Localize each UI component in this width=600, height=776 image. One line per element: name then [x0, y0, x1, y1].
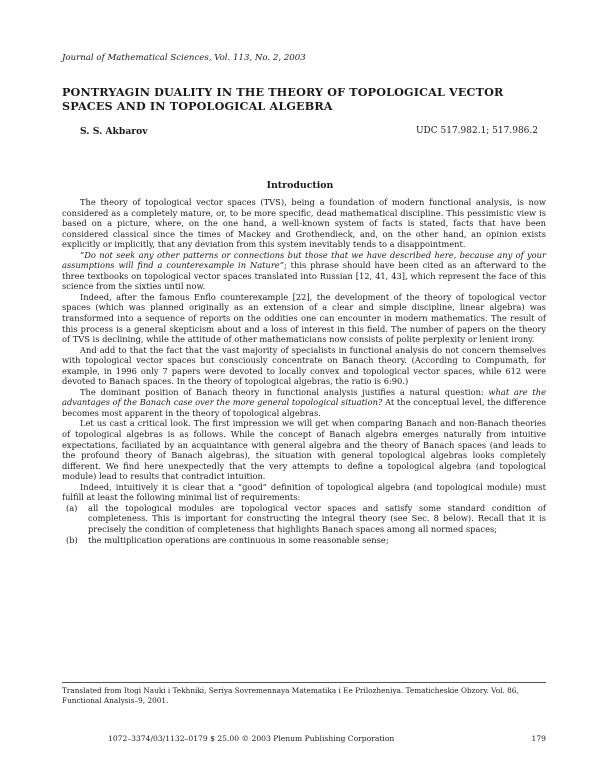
- dominant-lead: The dominant position of Banach theory in functional analysis justifies a natural question:: [80, 386, 489, 397]
- body-text: [62, 197, 546, 545]
- copyright-code: 1072–3374/03/1132–0179 $ 25.00 © 2003 Plenum Publishing Corporation: [108, 734, 395, 743]
- paragraph-1: The theory of topological vector spaces (TVS), being a foundation of modern functional analysis, is now considered as a completely mature, or, to be more specific, dead mathematical discipline. This pessimistic view is based on a picture, where, on the one hand, a well-known system of facts is stated, facts that have been considered classical since the times of Mackey and Grothendieck, and, on the other hand, an opinion exists explicitly or implicitly, that any deviation from this system inevitably tends to a disappointment.: [62, 197, 546, 250]
- footnote-divider: [62, 682, 546, 683]
- list-text: the multiplication operations are continuous in some reasonable sense;: [88, 534, 389, 545]
- paragraph-quote: [62, 250, 546, 292]
- paper-title: PONTRYAGIN DUALITY IN THE THEORY OF TOPOLOGICAL VECTOR SPACES AND IN TOPOLOGICAL ALGEBRA: [62, 85, 504, 113]
- requirements-list: [62, 503, 546, 545]
- dominant-rest: At the conceptual level, the difference becomes most apparent in the theory of topological algebras.: [62, 397, 546, 418]
- list-label: (b): [66, 534, 78, 545]
- paragraph-5: Indeed, intuitively it is clear that a “good” definition of topological algebra (and topological module) must fulfill at least the following minimal list of requirements:: [62, 481, 546, 503]
- paragraph-2: Indeed, after the famous Enflo counterexample [22], the development of the theory of topological vector spaces (which was planned originally as an extension of a clear and simple discipline, linear algebra) was transformed into a sequence of reports on the oddities one can encounter in modern mathematics. The result of this process is a general skepticism about and a loss of interest in this field. The number of papers on the theory of TVS is declining, while the attitude of other mathematicians now consists of polite perplexity or lenient irony.: [62, 291, 546, 345]
- list-text: all the topological modules are topological vector spaces and satisfy some standard condition of completeness. This is important for constructing the integral theory (see Sec. 8 below). Recall that it is precisely the condition of completeness that highlights Banach spaces among all normed spaces;: [88, 502, 546, 534]
- author-name: S. S. Akbarov: [80, 126, 148, 137]
- udc-code: UDC 517.982.1; 517.986.2: [415, 126, 538, 136]
- dominant-italic: what are the advantages of the Banach case over the more general topological situation?: [62, 386, 546, 408]
- translation-footnote: Translated from Itogi Nauki i Tekhniki, Seriya Sovremennaya Matematika i Ee Prilozheniya. Tematicheskie Obzory. Vol. 86, Functional Analysis–9, 2001.: [62, 686, 519, 705]
- list-item: [62, 503, 546, 535]
- page-number: 179: [531, 734, 546, 743]
- journal-citation: Journal of Mathematical Sciences, Vol. 113, No. 2, 2003: [62, 53, 306, 63]
- section-heading: Introduction: [266, 180, 334, 191]
- list-item: [62, 535, 546, 546]
- paragraph-4: Let us cast a critical look. The first impression we will get when comparing Banach and non-Banach theories of topological algebras is as follows. While the concept of Banach algebra emerges naturally from intuitive expectations, faciliated by an acquaintance with general algebra and the theory of Banach spaces (and leads to the profound theory of Banach algebras), the situation with general topological algebras looks completely different. We find here unexpectedly that the very attempts to define a topological algebra (and topological module) lead to results that contradict intuition.: [62, 418, 546, 482]
- quote-italic: “Do not seek any other patterns or connections but those that we have described here, because any of your assumptions will find a counterexample in Nature”: [62, 249, 546, 271]
- paragraph-dominant: [62, 387, 546, 419]
- quote-rest: ; this phrase should have been cited as an afterward to the three textbooks on topological vector spaces translated into Russian [12, 41, 43], which represent the face of this science from the sixties until now.: [62, 260, 546, 292]
- paragraph-3: And add to that the fact that the vast majority of specialists in functional analysis do not concern themselves with topological vector spaces but consciously concentrate on Banach theory. (According to Compumath, for example, in 1996 only 7 papers were devoted to locally convex and topological vector spaces, while 612 were devoted to Banach spaces. In the theory of topological algebras, the ratio is 6:90.): [62, 344, 546, 387]
- list-label: (a): [66, 502, 78, 513]
